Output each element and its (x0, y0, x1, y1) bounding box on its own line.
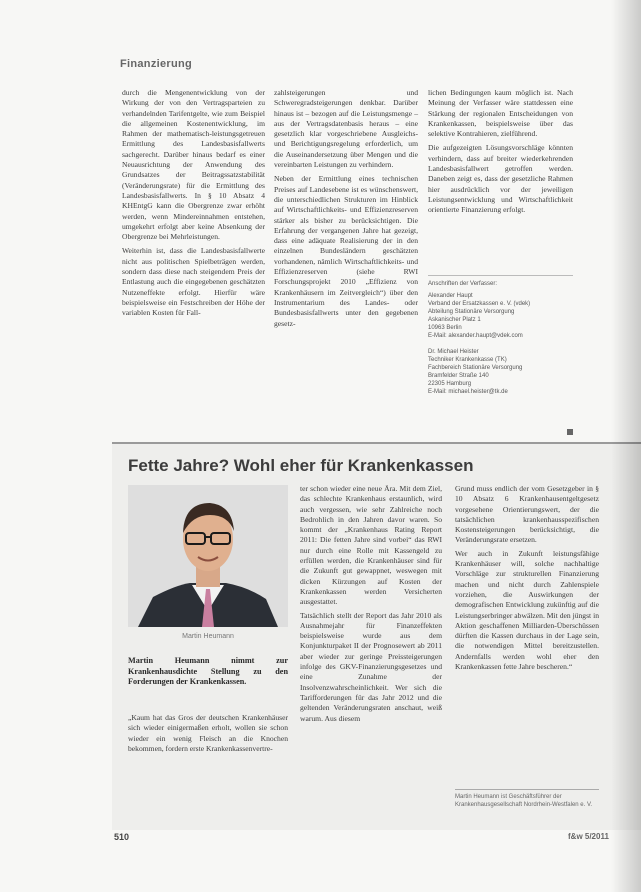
article-end-mark (567, 429, 573, 435)
contact-email[interactable]: E-Mail: michael.heister@tk.de (428, 389, 508, 395)
paragraph: Die aufgezeigten Lösungsvorschläge könnten verhindern, dass auf breiter wiederkehrenden Landesbasisfallwert getroffen werden. Daneben zeigt es, dass der gesetzliche Rahmen hier ausdrücklich vor der jeweiligen Leistungsentwicklung und Wirtschaftlichkeit orientierte Finanzierung erfolgt. (428, 143, 573, 215)
commentary-column-3 (455, 484, 599, 675)
author-contact-2 (428, 348, 573, 396)
commentary-quote-start: „Kaum hat das Gros der deutschen Krankenhäuser sich wieder einigermaßen erholt, wollen sie schon wieder ein wenig Fleisch an die Knochen bekommen, fordern erste Krankenkassenvertre- (128, 713, 288, 753)
contact-line: Askanischer Platz 1 (428, 317, 481, 323)
page-number: 510 (114, 832, 130, 842)
article-column-3 (428, 88, 573, 220)
contact-line: Bramfelder Straße 140 (428, 373, 489, 379)
paragraph: Wer auch in Zukunft leistungsfähige Krankenhäuser will, solche nachhaltige Vorschläge zur strukturellen Finanzierung machen und nicht durch Zahlenspiele vorziehen, die Auswirkungen der demografischen Entwicklung zukünftig auf die Leistungserbringer abwälzen. Mit den jüngst in Aktion geschaffenen Milliarden-Überschüssen dürften die Kassen durchaus in der Lage sein, die notwendigen Mittel bereitzustellen. Andernfalls werden wohl eher den Krankenkassen fette Jahre bescheren.“ (455, 548, 599, 672)
commentary-divider (112, 442, 641, 444)
portrait-illustration (128, 485, 288, 627)
photo-caption: Martin Heumann (182, 633, 234, 640)
commentary-column-2 (300, 484, 442, 727)
paragraph: durch die Mengenentwicklung von der Wirkung der von den Vertragsparteien zu verhandelnden Tarifentgelte, wie zum Beispiel die allgemeinen Kostenentwicklung, im Rahmen der mathematisch-leistungsgetreuen Ermittlung des Landesbasisfallwerts sachgerecht. Darüber hinaus bedarf es einer Neuausrichtung der Anwendung des Grundsatzes der Beitragssatzstabilität (Veränderungsrate) für die Ermittlung des Landesbasisfallwerts. In § 10 Absatz 4 KHEntgG kann die Obergrenze zwar erhöht werden, wenn Mindereinnahmen entstehen, umgekehrt erfolgt aber keine Absenkung der Obergrenze bei Mehrleistungen. (122, 88, 265, 242)
commentary-headline: Fette Jahre? Wohl eher für Krankenkassen (128, 456, 474, 475)
contact-line: 10963 Berlin (428, 325, 462, 331)
contact-email[interactable]: E-Mail: alexander.haupt@vdek.com (428, 333, 523, 339)
paragraph: Tatsächlich stellt der Report das Jahr 2010 als Ausnahmejahr für Finanzeffekten beispielsweise wurde aus dem Konjunkturpaket II der Prognosewert ab 2011 aber wieder zur geringe Preissteigerungen infolge des GKV-Finanzierungsgesetzes und eine Zunahme der Insolvenzwahrscheinlichkeit. Wer sich die Tarifforderungen für das Jahr 2012 und die geltenden Veränderungsraten anschaut, weiß warum. Aus diesem (300, 610, 442, 723)
contact-header: Anschriften der Verfasser: (428, 281, 498, 287)
author-contact-box (428, 275, 573, 404)
author-note: Martin Heumann ist Geschäftsführer der Krankenhausgesellschaft Nordrhein-Westfalen e. V. (455, 789, 599, 809)
paragraph: Weiterhin ist, dass die Landesbasisfallwerte nicht aus politischen Spielbeträgen werden, sondern dass diese nach steigendem Preis der Entlastung auch die eingegebenen geschätzten Nutzeneffekte erfolgt. Hierfür wäre beispielsweise ein Festschreiben der Höhe der variablen Kosten für Fall- (122, 246, 265, 318)
contact-line: Verband der Ersatzkassen e. V. (vdek) (428, 301, 531, 307)
commentary-intro: Martin Heumann nimmt zur Krankenhausdichte Stellung zu den Forderungen der Krankenkassen. (128, 656, 288, 686)
paragraph: lichen Bedingungen kaum möglich ist. Nach Meinung der Verfasser wäre stattdessen eine Stärkung der regionalen Entscheidungen von Krankenkassen, beispielsweise über das selektive Kontrahieren, zielführend. (428, 88, 573, 139)
section-title: Finanzierung (120, 58, 193, 70)
author-contact-1 (428, 292, 573, 340)
contact-line: Techniker Krankenkasse (TK) (428, 357, 507, 363)
contact-line: Fachbereich Stationäre Versorgung (428, 365, 523, 371)
paragraph: ter schon wieder eine neue Ära. Mit dem Ziel, das schlechte Krankenhaus erstaunlich, wird auch vergessen, wie sehr Zahlreiche noch Bedrohlich in den Jahren davor waren. So kommt der „Krankenhaus Rating Report 2011: Die fetten Jahre sind vorbei“ das RWI nur durch eine Rolle mit Kassengeld zu erfüllen werden, die Krankenhäuser sind für die Zukunft gut gewappnet, weswegen mit dicken Kürzungen auf Kosten der Krankenkassen werden Versicherten ausgestattet. (300, 484, 442, 607)
article-column-2 (274, 88, 418, 333)
author-photo (128, 485, 288, 627)
page-edge-shadow (611, 0, 641, 892)
issue-label: f&w 5/2011 (568, 832, 609, 841)
contact-line: 22305 Hamburg (428, 381, 472, 387)
paragraph: Neben der Ermittlung eines technischen Preises auf Landesebene ist es wünschenswert, die unterschiedlichen Strukturen im Hinblick auf Wirtschaftlichkeits- und Effizienzreserven stärker als bisher zu berücksichtigen. Die Erfahrung der vergangenen Jahre hat gezeigt, dass eine adäquate Realisierung der in den einzelnen Bundesländern geschätzten vorhandenen, nämlich Wirtschaftlichkeits- und Effizienzreserven (siehe RWI Forschungsprojekt 2010 „Effizienz von Krankenhäusern im Zeitvergleich“) über den Instrumentarium des Landes- oder Bundesbasisfallwerts unter den gegebenen gesetz- (274, 174, 418, 328)
contact-line: Alexander Haupt (428, 293, 473, 299)
paragraph: Grund muss endlich der vom Gesetzgeber in § 10 Absatz 6 Krankenhausentgeltgesetz vorgesehene Orientierungswert, der die tatsächlichen krankenhausspezifischen Kostensteigerungen berücksichtigt, die Veränderungsrate ersetzen. (455, 484, 599, 545)
paragraph: zahlsteigerungen und Schweregradsteigerungen denkbar. Darüber hinaus ist – bezogen auf die Leistungsmenge – aus der Vertragsdatenbasis heraus – eine gesetzlich klar vorgeschriebene Ausgleichs- und Berichtigungsregelung erforderlich, um die Auseinandersetzung über Mengen und die vereinbarten Leistungen zu verhindern. (274, 88, 418, 170)
contact-line: Abteilung Stationäre Versorgung (428, 309, 515, 315)
contact-line: Dr. Michael Heister (428, 349, 479, 355)
article-column-1 (122, 88, 265, 323)
